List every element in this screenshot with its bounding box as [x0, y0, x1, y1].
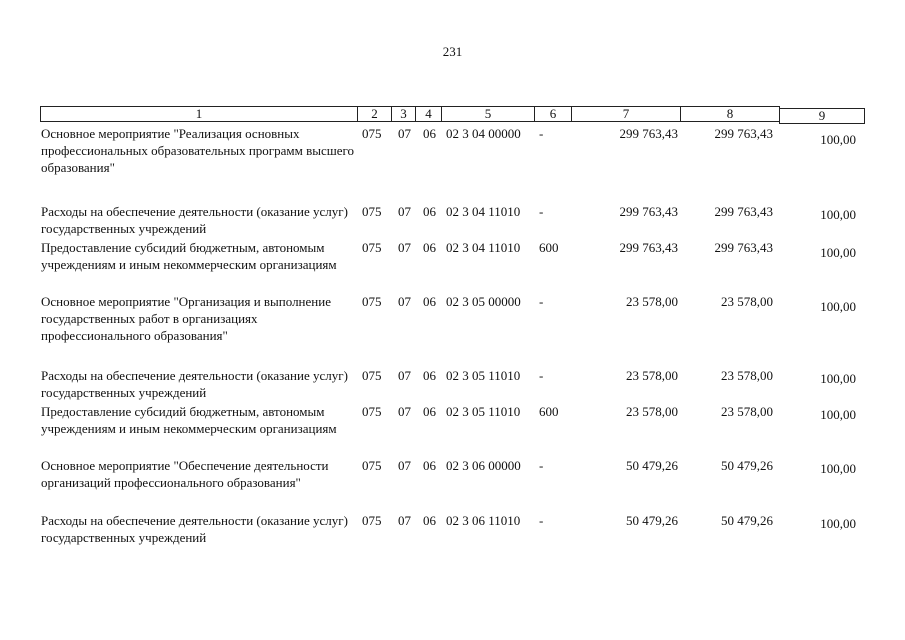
header-col-3: 3	[391, 106, 416, 122]
row-col-2: 075	[362, 204, 382, 219]
row-col-8: 23 578,00	[721, 294, 773, 309]
row-col-9: 100,00	[820, 299, 856, 314]
header-col-8: 8	[680, 106, 780, 122]
table-header	[40, 106, 865, 124]
row-col-7: 23 578,00	[626, 404, 678, 419]
row-col-7: 50 479,26	[626, 513, 678, 528]
row-col-3: 07	[398, 294, 411, 309]
header-col-6: 6	[534, 106, 572, 122]
row-col-7: 299 763,43	[619, 126, 678, 141]
row-col-5: 02 3 05 00000	[446, 294, 521, 309]
row-name: Основное мероприятие "Обеспечение деятельности организаций профессионального образования"	[41, 458, 329, 490]
row-col-2: 075	[362, 458, 382, 473]
row-col-5: 02 3 05 11010	[446, 404, 521, 419]
header-col-1: 1	[40, 106, 358, 122]
row-name: Основное мероприятие "Организация и выполнение государственных работ в организациях профессионального образования"	[41, 294, 331, 343]
header-col-5: 5	[441, 106, 535, 122]
header-col-4: 4	[415, 106, 442, 122]
page-number: 231	[442, 44, 463, 59]
row-name: Расходы на обеспечение деятельности (оказание услуг) государственных учреждений	[41, 513, 348, 545]
row-col-9: 100,00	[820, 132, 856, 147]
row-col-6: -	[539, 204, 544, 219]
row-col-8: 50 479,26	[721, 513, 773, 528]
row-col-9: 100,00	[820, 245, 856, 260]
row-col-5: 02 3 06 11010	[446, 513, 521, 528]
row-col-2: 075	[362, 126, 382, 141]
row-col-9: 100,00	[820, 407, 856, 422]
header-col-2: 2	[357, 106, 392, 122]
row-col-3: 07	[398, 404, 411, 419]
row-col-3: 07	[398, 204, 411, 219]
row-name: Основное мероприятие "Реализация основных профессиональных образовательных программ высшего образования"	[41, 126, 355, 175]
row-col-5: 02 3 05 11010	[446, 368, 521, 383]
row-col-4: 06	[423, 368, 436, 383]
row-col-9: 100,00	[820, 207, 856, 222]
row-col-7: 299 763,43	[619, 204, 678, 219]
row-col-6: -	[539, 368, 544, 383]
row-col-8: 299 763,43	[714, 126, 773, 141]
row-col-2: 075	[362, 513, 382, 528]
row-col-4: 06	[423, 294, 436, 309]
row-name: Расходы на обеспечение деятельности (оказание услуг) государственных учреждений	[41, 204, 348, 236]
row-col-2: 075	[362, 240, 382, 255]
row-col-5: 02 3 04 11010	[446, 204, 521, 219]
row-col-2: 075	[362, 368, 382, 383]
row-col-4: 06	[423, 458, 436, 473]
row-col-9: 100,00	[820, 516, 856, 531]
row-col-7: 299 763,43	[619, 240, 678, 255]
row-col-4: 06	[423, 126, 436, 141]
row-col-9: 100,00	[820, 461, 856, 476]
row-col-7: 50 479,26	[626, 458, 678, 473]
header-col-9: 9	[779, 108, 865, 124]
row-name: Предоставление субсидий бюджетным, автономым учреждениям и иным некоммерческим организациям	[41, 240, 337, 272]
row-col-7: 23 578,00	[626, 368, 678, 383]
row-col-8: 50 479,26	[721, 458, 773, 473]
row-col-8: 299 763,43	[714, 204, 773, 219]
row-name: Расходы на обеспечение деятельности (оказание услуг) государственных учреждений	[41, 368, 348, 400]
row-col-9: 100,00	[820, 371, 856, 386]
row-col-4: 06	[423, 513, 436, 528]
row-col-6: -	[539, 458, 544, 473]
row-col-3: 07	[398, 126, 411, 141]
row-col-2: 075	[362, 294, 382, 309]
row-col-8: 299 763,43	[714, 240, 773, 255]
row-col-6: -	[539, 294, 544, 309]
row-col-3: 07	[398, 368, 411, 383]
row-col-7: 23 578,00	[626, 294, 678, 309]
row-col-6: 600	[539, 404, 559, 419]
row-col-8: 23 578,00	[721, 368, 773, 383]
row-col-5: 02 3 04 11010	[446, 240, 521, 255]
row-col-2: 075	[362, 404, 382, 419]
row-col-3: 07	[398, 240, 411, 255]
row-col-6: 600	[539, 240, 559, 255]
row-col-3: 07	[398, 513, 411, 528]
row-col-3: 07	[398, 458, 411, 473]
row-col-8: 23 578,00	[721, 404, 773, 419]
row-col-5: 02 3 04 00000	[446, 126, 521, 141]
header-col-7: 7	[571, 106, 681, 122]
row-col-5: 02 3 06 00000	[446, 458, 521, 473]
row-name: Предоставление субсидий бюджетным, автономым учреждениям и иным некоммерческим организациям	[41, 404, 337, 436]
row-col-6: -	[539, 513, 544, 528]
row-col-4: 06	[423, 204, 436, 219]
row-col-6: -	[539, 126, 544, 141]
row-col-4: 06	[423, 240, 436, 255]
row-col-4: 06	[423, 404, 436, 419]
